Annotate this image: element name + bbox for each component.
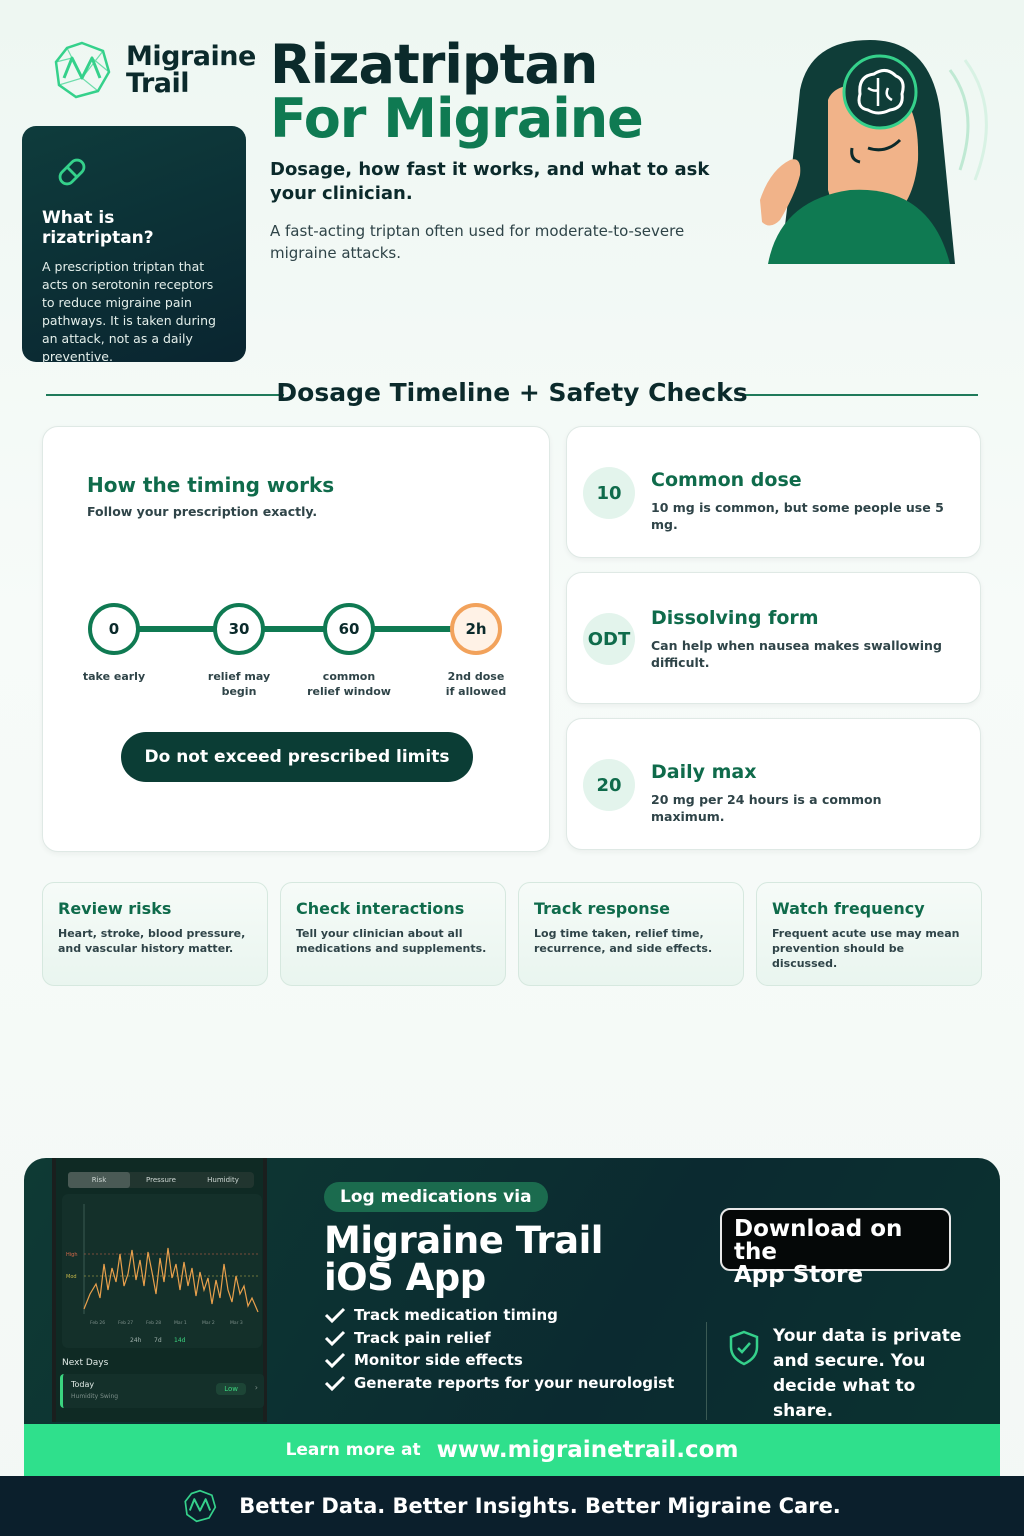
phone-range-7d[interactable]: 7d [154, 1337, 162, 1344]
learn-more-bar [24, 1424, 1000, 1476]
check-body: Heart, stroke, blood pressure, and vascular history matter. [58, 927, 246, 955]
check-card-interactions [280, 882, 506, 986]
timeline-label-line2: relief window [307, 685, 391, 698]
feature-text: Monitor side effects [354, 1351, 523, 1370]
phone-range-14d[interactable]: 14d [174, 1337, 186, 1344]
phone-today-level: Low [216, 1383, 246, 1395]
check-card-watch-frequency [756, 882, 982, 986]
phone-x-label: Mar 2 [202, 1321, 215, 1326]
feature-list [324, 1304, 674, 1394]
page-title-line2: For Migraine [270, 87, 643, 150]
limit-warning-button: Do not exceed prescribed limits [121, 732, 473, 782]
phone-today-sub: Humidity Swing [71, 1393, 119, 1400]
timing-heading: How the timing works [87, 473, 335, 497]
pill-icon [54, 154, 90, 190]
what-is-body: A prescription triptan that acts on serotonin receptors to reduce migraine pain pathways. It is taken during an attack, not as a daily preventive. [42, 259, 216, 364]
app-title-line2: iOS App [324, 1256, 486, 1299]
timeline-label-line1: take early [82, 670, 146, 683]
timeline-label [421, 669, 531, 699]
phone-tab-humidity[interactable]: Humidity [207, 1176, 239, 1184]
timeline-track [113, 626, 483, 632]
what-is-heading: What is rizatriptan? [42, 208, 154, 248]
stat-card-daily-max [566, 718, 981, 850]
shield-check-icon [728, 1330, 760, 1366]
stat-card-dissolving-form [566, 572, 981, 704]
timeline-label-line2: if allowed [445, 685, 507, 698]
check-body: Tell your clinician about all medications and supplements. [296, 927, 487, 955]
website-link[interactable]: www.migrainetrail.com [436, 1437, 739, 1463]
banner-divider [706, 1322, 707, 1420]
timing-card [42, 426, 550, 852]
check-heading: Track response [534, 899, 671, 918]
phone-y-label: Mod [66, 1274, 77, 1280]
phone-y-label: High [66, 1252, 78, 1258]
app-store-button[interactable] [720, 1208, 951, 1288]
phone-tab-pressure[interactable]: Pressure [146, 1176, 176, 1184]
feature-item [324, 1327, 674, 1350]
check-card-review-risks [42, 882, 268, 986]
what-is-card [22, 126, 246, 362]
stat-body: 10 mg is common, but some people use 5 mg. [651, 500, 944, 532]
app-store-line2: App Store [734, 1262, 864, 1288]
phone-mockup [52, 1158, 267, 1422]
app-store-line1: Download on the [734, 1216, 903, 1265]
feature-item [324, 1349, 674, 1372]
feature-text: Track medication timing [354, 1306, 558, 1325]
brand-logo[interactable] [52, 40, 256, 100]
check-heading: Check interactions [296, 899, 465, 918]
stat-badge: 10 [583, 467, 635, 519]
feature-text: Generate reports for your neurologist [354, 1373, 675, 1392]
timeline-label [184, 669, 294, 699]
phone-today-row[interactable] [60, 1374, 264, 1408]
stat-heading: Common dose [651, 469, 802, 491]
brand-logo-icon [183, 1489, 217, 1523]
stat-card-common-dose [566, 426, 981, 558]
person-headache-illustration [740, 30, 1000, 270]
timeline-node: 0 [88, 603, 140, 655]
phone-x-label: Feb 26 [90, 1321, 106, 1326]
phone-risk-chart-svg [62, 1194, 262, 1348]
timeline-label-line1: 2nd dose [447, 670, 505, 683]
brand-name [126, 43, 256, 97]
phone-x-label: Mar 1 [174, 1321, 187, 1326]
phone-x-label: Feb 28 [146, 1321, 162, 1326]
section-title: Dosage Timeline + Safety Checks [276, 378, 748, 407]
phone-x-label: Mar 3 [230, 1321, 243, 1326]
timeline-node: 30 [213, 603, 265, 655]
privacy-statement: Your data is private and secure. You decide what to share. [773, 1326, 962, 1421]
checkmark-icon [324, 1329, 346, 1347]
phone-x-label: Feb 27 [118, 1321, 134, 1326]
brand-logo-icon [52, 40, 112, 100]
app-title-line1: Migraine Trail [324, 1219, 603, 1262]
checkmark-icon [324, 1351, 346, 1369]
phone-today-label: Today [71, 1380, 95, 1389]
checkmark-icon [324, 1306, 346, 1324]
chevron-right-icon: › [254, 1383, 258, 1392]
check-body: Log time taken, relief time, recurrence, and side effects. [534, 927, 713, 955]
brand-name-line2: Trail [126, 68, 189, 99]
check-card-track-response [518, 882, 744, 986]
feature-text: Track pain relief [354, 1328, 491, 1347]
page-subtitle: Dosage, how fast it works, and what to ask your clinician. [270, 159, 710, 204]
feature-item [324, 1372, 674, 1395]
stat-badge: ODT [583, 613, 635, 665]
phone-risk-chart [62, 1194, 262, 1348]
timeline-node-second-dose: 2h [450, 603, 502, 655]
phone-range-24h[interactable]: 24h [130, 1337, 142, 1344]
page-description: A fast-acting triptan often used for moderate-to-severe migraine attacks. [270, 222, 685, 262]
stat-heading: Dissolving form [651, 607, 819, 629]
stat-badge: 20 [583, 759, 635, 811]
phone-tabs [68, 1172, 254, 1188]
check-body: Frequent acute use may mean prevention should be discussed. [772, 927, 960, 970]
brand-name-line1: Migraine [126, 41, 256, 72]
checkmark-icon [324, 1374, 346, 1392]
stat-body: Can help when nausea makes swallowing difficult. [651, 638, 942, 670]
check-heading: Watch frequency [772, 899, 925, 918]
timeline-label-line1: common [322, 670, 376, 683]
timeline-label-line2: begin [221, 685, 257, 698]
stat-heading: Daily max [651, 761, 757, 783]
footer [0, 1476, 1024, 1536]
timeline-label [59, 669, 169, 684]
timeline-label-line1: relief may [207, 670, 271, 683]
timing-subheading: Follow your prescription exactly. [87, 504, 318, 519]
footer-tagline: Better Data. Better Insights. Better Migraine Care. [239, 1494, 841, 1518]
stat-body: 20 mg per 24 hours is a common maximum. [651, 792, 882, 824]
check-heading: Review risks [58, 899, 172, 918]
phone-tab-risk[interactable]: Risk [68, 1172, 130, 1188]
phone-next-days-label: Next Days [62, 1358, 109, 1368]
timeline-node: 60 [323, 603, 375, 655]
page-title-line1: Rizatriptan [270, 33, 598, 96]
feature-item [324, 1304, 674, 1327]
timeline-label [294, 669, 404, 699]
app-title [324, 1219, 684, 1299]
log-medications-pill: Log medications via [324, 1182, 548, 1212]
learn-more-label: Learn more at [285, 1440, 421, 1460]
